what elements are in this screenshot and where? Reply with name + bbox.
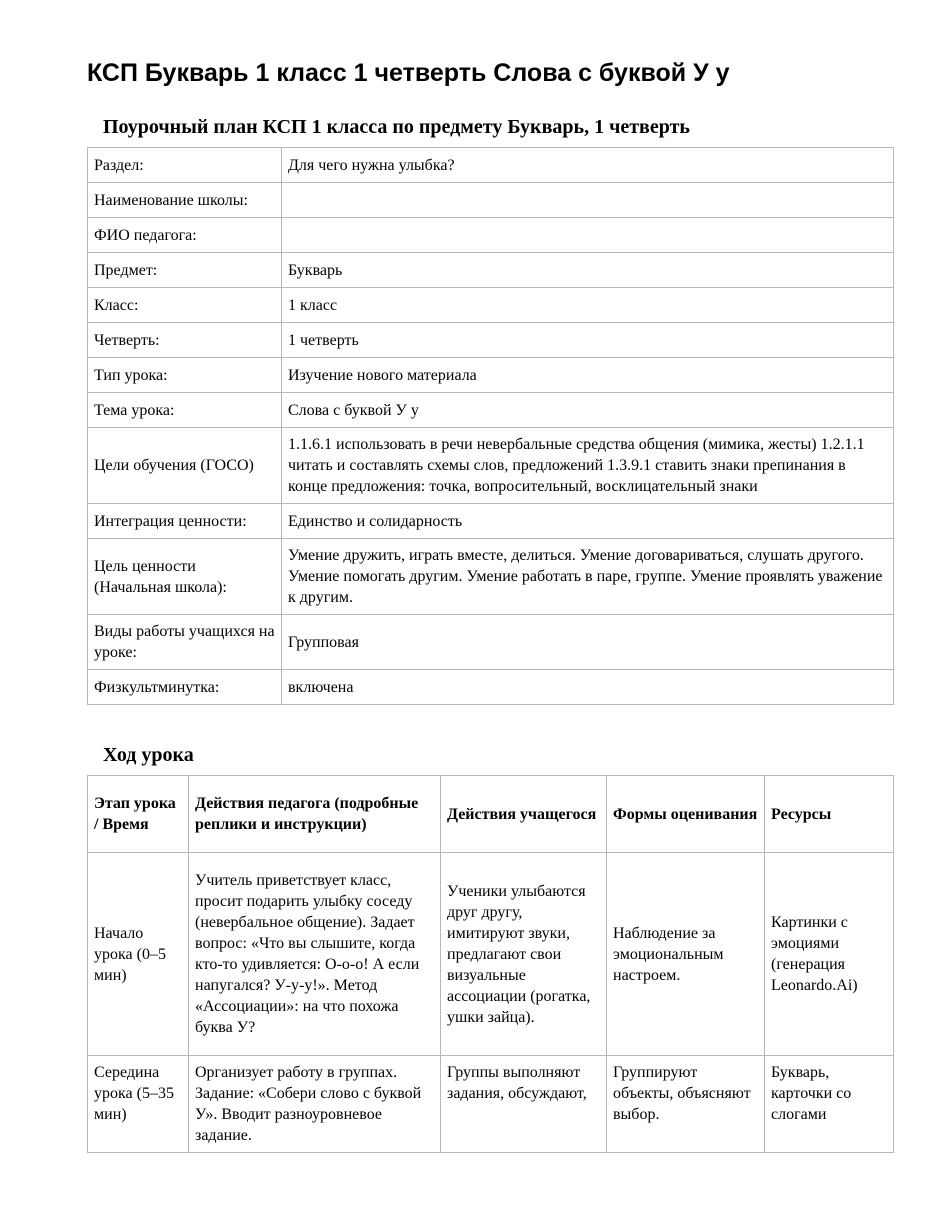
info-row xyxy=(88,253,894,288)
info-label: Четверть: xyxy=(88,323,282,358)
info-label: Наименование школы: xyxy=(88,183,282,218)
info-value: Умение дружить, играть вместе, делиться. Умение договариваться, слушать другого. Умение помогать другим. Умение работать в паре, группе. Умение проявлять уважение к другим. xyxy=(282,539,894,615)
info-value: 1 четверть xyxy=(282,323,894,358)
info-label: Физкультминутка: xyxy=(88,670,282,705)
info-label: Виды работы учащихся на уроке: xyxy=(88,615,282,670)
info-label: Цель ценности (Начальная школа): xyxy=(88,539,282,615)
flow-header-row xyxy=(88,776,894,853)
stage-cell: Начало урока (0–5 мин) xyxy=(88,853,189,1056)
info-row xyxy=(88,428,894,504)
course-subtitle: Ход урока xyxy=(103,744,194,766)
info-value: включена xyxy=(282,670,894,705)
info-label: Раздел: xyxy=(88,148,282,183)
info-row xyxy=(88,148,894,183)
table-row xyxy=(88,1056,894,1153)
header-stage: Этап урока / Время xyxy=(88,776,189,853)
header-student-actions: Действия учащегося xyxy=(441,776,607,853)
header-resources: Ресурсы xyxy=(765,776,894,853)
info-row xyxy=(88,393,894,428)
info-value: Изучение нового материала xyxy=(282,358,894,393)
teacher-actions-cell: Учитель приветствует класс, просит подарить улыбку соседу (невербальное общение). Задает вопрос: «Что вы слышите, когда кто-то удивляется: О-о-о! А если напугался? У-у-у!». Метод «Ассоциации»: на что похожа буква У? xyxy=(189,853,441,1056)
assessment-cell: Наблюдение за эмоциональным настроем. xyxy=(607,853,765,1056)
resources-cell: Картинки с эмоциями (генерация Leonardo.Ai) xyxy=(765,853,894,1056)
stage-cell: Середина урока (5–35 мин) xyxy=(88,1056,189,1153)
info-value: 1.1.6.1 использовать в речи невербальные средства общения (мимика, жесты) 1.2.1.1 читать и составлять схемы слов, предложений 1.3.9.1 ставить знаки препинания в конце предложения: точка, вопросительный, восклицательный знаки xyxy=(282,428,894,504)
info-label: Класс: xyxy=(88,288,282,323)
info-value: Единство и солидарность xyxy=(282,504,894,539)
info-row xyxy=(88,323,894,358)
table-row xyxy=(88,853,894,1056)
info-value: Групповая xyxy=(282,615,894,670)
info-value: Слова с буквой У у xyxy=(282,393,894,428)
info-value: Букварь xyxy=(282,253,894,288)
student-actions-cell: Группы выполняют задания, обсуждают, xyxy=(441,1056,607,1153)
info-label: Тема урока: xyxy=(88,393,282,428)
info-row xyxy=(88,358,894,393)
teacher-actions-cell: Организует работу в группах. Задание: «Собери слово с буквой У». Вводит разноуровневое задание. xyxy=(189,1056,441,1153)
info-value: Для чего нужна улыбка? xyxy=(282,148,894,183)
assessment-cell: Группируют объекты, объясняют выбор. xyxy=(607,1056,765,1153)
info-label: Тип урока: xyxy=(88,358,282,393)
info-label: Интеграция ценности: xyxy=(88,504,282,539)
info-row xyxy=(88,615,894,670)
info-label: Цели обучения (ГОСО) xyxy=(88,428,282,504)
info-row xyxy=(88,504,894,539)
info-label: ФИО педагога: xyxy=(88,218,282,253)
info-row xyxy=(88,539,894,615)
resources-cell: Букварь, карточки со слогами xyxy=(765,1056,894,1153)
info-row xyxy=(88,218,894,253)
student-actions-cell: Ученики улыбаются друг другу, имитируют звуки, предлагают свои визуальные ассоциации (рогатка, ушки зайца). xyxy=(441,853,607,1056)
plan-subtitle: Поурочный план КСП 1 класса по предмету Букварь, 1 четверть xyxy=(103,116,690,138)
lesson-flow-table xyxy=(87,775,894,1153)
info-row xyxy=(88,183,894,218)
info-value xyxy=(282,218,894,253)
lesson-info-table xyxy=(87,147,894,705)
header-teacher-actions: Действия педагога (подробные реплики и инструкции) xyxy=(189,776,441,853)
header-assessment: Формы оценивания xyxy=(607,776,765,853)
info-row xyxy=(88,288,894,323)
info-value xyxy=(282,183,894,218)
page-title: КСП Букварь 1 класс 1 четверть Слова с буквой У у xyxy=(87,59,730,87)
info-value: 1 класс xyxy=(282,288,894,323)
info-row xyxy=(88,670,894,705)
info-label: Предмет: xyxy=(88,253,282,288)
